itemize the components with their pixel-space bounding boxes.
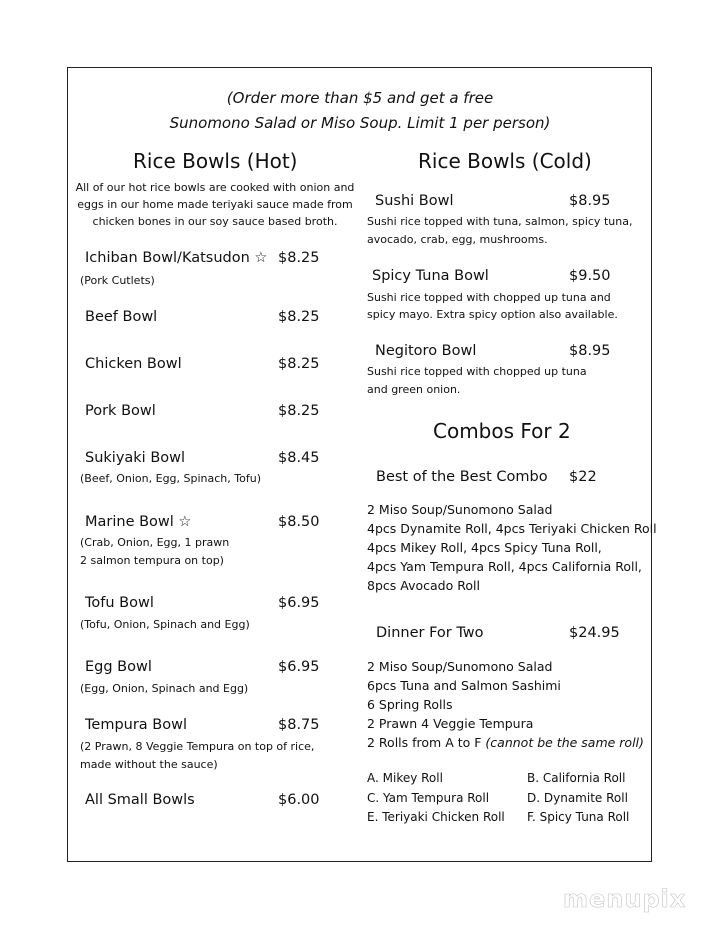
hot-section-title: Rice Bowls (Hot) — [133, 149, 298, 173]
rolls-choice: 2 Rolls from A to F — [367, 735, 482, 750]
menu-item-price: $9.50 — [569, 268, 611, 284]
menu-item-price: $8.95 — [569, 343, 611, 359]
promo-line-1: (Order more than $5 and get a free — [226, 89, 494, 107]
menu-item-desc: (Pork Cutlets) — [80, 274, 155, 287]
menupix-watermark: menupix — [563, 885, 687, 913]
menu-item-price: $8.45 — [278, 450, 320, 466]
roll-option: C. Yam Tempura Roll — [367, 791, 490, 805]
hot-intro-line: eggs in our home made teriyaki sauce made from — [77, 198, 353, 211]
menu-item-name: Sukiyaki Bowl — [85, 450, 186, 466]
menu-item-desc: (2 Prawn, 8 Veggie Tempura on top of rice, — [80, 740, 315, 753]
menu-item-price: $8.25 — [278, 250, 320, 266]
cold-section-title: Rice Bowls (Cold) — [418, 149, 592, 173]
menu-item-price: $8.95 — [569, 193, 611, 209]
menu-item-desc: spicy mayo. Extra spicy option also available. — [367, 308, 618, 321]
menu-item-price: $6.95 — [278, 659, 320, 675]
menu-item-name: Ichiban Bowl/Katsudon ☆ — [85, 250, 268, 266]
menu-item-name: Negitoro Bowl — [375, 343, 477, 359]
menu-item-price: $8.25 — [278, 403, 320, 419]
menu-item-name: Chicken Bowl — [85, 356, 182, 372]
menu-item-name: Spicy Tuna Bowl — [372, 268, 489, 284]
menu-item-name: Tofu Bowl — [85, 595, 154, 611]
combo-line: 6 Spring Rolls — [367, 697, 453, 712]
combo-line: 4pcs Yam Tempura Roll, 4pcs California Roll, — [367, 559, 642, 574]
combo-line: 8pcs Avocado Roll — [367, 578, 480, 593]
menu-item-price: $8.75 — [278, 717, 320, 733]
combo-contents — [367, 657, 644, 752]
combos-section-title: Combos For 2 — [433, 419, 571, 443]
menu-item-desc: Sushi rice topped with tuna, salmon, spicy tuna, — [367, 215, 633, 228]
combo-contents — [367, 500, 657, 595]
menu-item-desc: Sushi rice topped with chopped up tuna — [367, 365, 587, 378]
menu-item-name: Tempura Bowl — [85, 717, 187, 733]
combo-line: 6pcs Tuna and Salmon Sashimi — [367, 678, 561, 693]
menu-item-price: $8.25 — [278, 309, 320, 325]
menu-item-price: $6.95 — [278, 595, 320, 611]
menu-item-desc: and green onion. — [367, 383, 461, 396]
roll-option: A. Mikey Roll — [367, 771, 443, 785]
combo-price: $24.95 — [569, 625, 620, 641]
menu-item-name: Egg Bowl — [85, 659, 152, 675]
menu-item-name: Pork Bowl — [85, 403, 156, 419]
menu-item-name: Beef Bowl — [85, 309, 158, 325]
combo-price: $22 — [569, 469, 597, 485]
roll-option: D. Dynamite Roll — [527, 791, 628, 805]
menu-item-desc: (Egg, Onion, Spinach and Egg) — [80, 682, 249, 695]
menu-item-desc: made without the sauce) — [80, 758, 218, 771]
menu-item-desc: 2 salmon tempura on top) — [80, 554, 224, 567]
promo-line-2: Sunomono Salad or Miso Soup. Limit 1 per person) — [169, 114, 551, 132]
menu-item-price: $6.00 — [278, 792, 320, 808]
combo-line: 2 Miso Soup/Sunomono Salad — [367, 659, 553, 674]
menu-item-desc: (Tofu, Onion, Spinach and Egg) — [80, 618, 250, 631]
combo-line: 4pcs Dynamite Roll, 4pcs Teriyaki Chicken Roll — [367, 521, 657, 536]
menu-item-name: Marine Bowl ☆ — [85, 514, 192, 530]
menu-item-name: All Small Bowls — [85, 792, 195, 808]
menu-item-name: Sushi Bowl — [375, 193, 454, 209]
menu-item-desc: (Crab, Onion, Egg, 1 prawn — [80, 536, 230, 549]
menu-item-desc: avocado, crab, egg, mushrooms. — [367, 233, 548, 246]
roll-option: B. California Roll — [527, 771, 626, 785]
menu-item-desc: (Beef, Onion, Egg, Spinach, Tofu) — [80, 472, 261, 485]
combo-name: Best of the Best Combo — [376, 469, 548, 485]
roll-option: F. Spicy Tuna Roll — [527, 810, 630, 824]
combo-line: 2 Prawn 4 Veggie Tempura — [367, 716, 534, 731]
menu-item-price: $8.25 — [278, 356, 320, 372]
combo-line: 2 Miso Soup/Sunomono Salad — [367, 502, 553, 517]
hot-intro-line: chicken bones in our soy sauce based broth. — [92, 215, 338, 228]
hot-intro — [70, 179, 360, 230]
menu-item-price: $8.50 — [278, 514, 320, 530]
hot-intro-line: All of our hot rice bowls are cooked with onion and — [75, 181, 355, 194]
combo-line: 4pcs Mikey Roll, 4pcs Spicy Tuna Roll, — [367, 540, 602, 555]
combo-name: Dinner For Two — [376, 625, 484, 641]
rolls-note: (cannot be the same roll) — [485, 735, 644, 750]
roll-option: E. Teriyaki Chicken Roll — [367, 810, 505, 824]
combo-line — [367, 733, 644, 752]
menu-item-desc: Sushi rice topped with chopped up tuna and — [367, 291, 611, 304]
